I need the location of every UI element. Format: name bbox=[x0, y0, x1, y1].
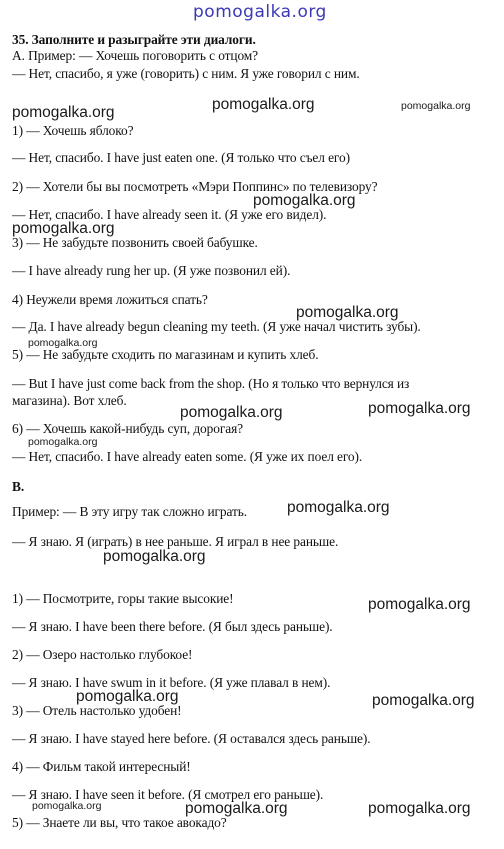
watermark: pomogalka.org bbox=[28, 436, 98, 448]
watermark: pomogalka.org bbox=[185, 800, 288, 817]
text-line: — Да. I have already begun cleaning my teeth. (Я уже начал чистить зубы). bbox=[12, 319, 421, 334]
exercise-title: 35. Заполните и разыграйте эти диалоги. bbox=[12, 32, 256, 47]
text-line: — Нет, спасибо. I have just eaten one. (Я только что съел его) bbox=[12, 150, 350, 165]
text-line: 3) — Отель настолько удобен! bbox=[12, 703, 182, 718]
text-line: 5) — Знаете ли вы, что такое авокадо? bbox=[12, 815, 227, 830]
watermark: pomogalka.org bbox=[180, 404, 283, 421]
text-line: 4) — Фильм такой интересный! bbox=[12, 759, 191, 774]
text-line: — But I have just come back from the shop. (Но я только что вернулся из bbox=[12, 376, 410, 391]
text-line: — Нет, спасибо, я уже (говорить) с ним. Я уже говорил с ним. bbox=[12, 66, 360, 81]
watermark: pomogalka.org bbox=[12, 104, 115, 121]
watermark: pomogalka.org bbox=[368, 400, 471, 417]
text-line: 2) — Озеро настолько глубокое! bbox=[12, 647, 193, 662]
watermark: pomogalka.org bbox=[253, 192, 356, 209]
watermark: pomogalka.org bbox=[296, 304, 399, 321]
text-line: 1) — Хочешь яблоко? bbox=[12, 123, 134, 138]
text-line: — Я знаю. I have seen it before. (Я смотрел его раньше). bbox=[12, 787, 324, 802]
text-line: 4) Неужели время ложиться спать? bbox=[12, 292, 208, 307]
watermark: pomogalka.org bbox=[12, 220, 115, 237]
text-line: — Нет, спасибо. I have already seen it. (Я уже его видел). bbox=[12, 207, 327, 222]
watermark: pomogalka.org bbox=[32, 800, 102, 812]
text-line: — Нет, спасибо. I have already eaten some. (Я уже их поел его). bbox=[12, 449, 363, 464]
text-line: 3) — Не забудьте позвонить своей бабушке. bbox=[12, 235, 258, 250]
text-line: — Я знаю. Я (играть) в нее раньше. Я играл в нее раньше. bbox=[12, 534, 339, 549]
text-line: 6) — Хочешь какой-нибудь суп, дорогая? bbox=[12, 421, 243, 436]
top-watermark: pomogalka.org bbox=[193, 2, 327, 22]
watermark: pomogalka.org bbox=[287, 499, 390, 516]
watermark: pomogalka.org bbox=[372, 692, 475, 709]
section-b-heading: B. bbox=[12, 479, 25, 494]
text-line: — Я знаю. I have swum in it before. (Я уже плавал в нем). bbox=[12, 675, 331, 690]
watermark: pomogalka.org bbox=[368, 596, 471, 613]
text-line: 2) — Хотели бы вы посмотреть «Мэри Поппинс» по телевизору? bbox=[12, 179, 378, 194]
watermark: pomogalka.org bbox=[76, 688, 179, 705]
text-line: А. Пример: — Хочешь поговорить с отцом? bbox=[12, 48, 259, 63]
text-line: — Я знаю. I have been there before. (Я был здесь раньше). bbox=[12, 619, 333, 634]
text-line: Пример: — В эту игру так сложно играть. bbox=[12, 504, 248, 519]
text-line: магазина). Вот хлеб. bbox=[12, 393, 127, 408]
text-line: — Я знаю. I have stayed here before. (Я оставался здесь раньше). bbox=[12, 731, 371, 746]
text-line: 5) — Не забудьте сходить по магазинам и купить хлеб. bbox=[12, 347, 319, 362]
watermark: pomogalka.org bbox=[368, 800, 471, 817]
watermark: pomogalka.org bbox=[401, 100, 471, 112]
watermark: pomogalka.org bbox=[28, 337, 98, 349]
watermark: pomogalka.org bbox=[212, 96, 315, 113]
watermark: pomogalka.org bbox=[103, 548, 206, 565]
text-line: 1) — Посмотрите, горы такие высокие! bbox=[12, 591, 234, 606]
text-line: — I have already rung her up. (Я уже позвонил ей). bbox=[12, 263, 291, 278]
